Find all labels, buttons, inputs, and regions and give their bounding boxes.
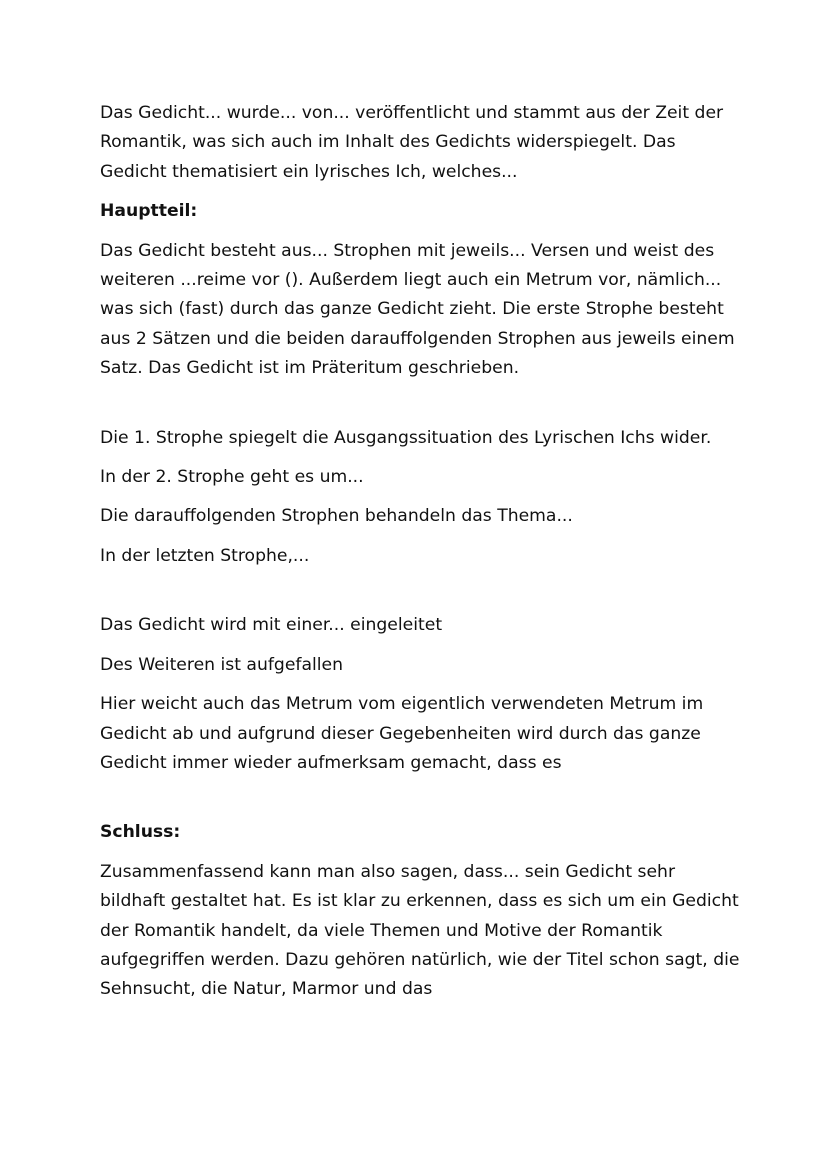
stanza-following-line: Die darauffolgenden Strophen behandeln das Thema... — [100, 506, 573, 527]
spacer — [100, 571, 740, 611]
spacer — [100, 492, 740, 502]
spacer — [100, 641, 740, 651]
spacer — [100, 680, 740, 690]
stanza-2-line: In der 2. Strophe geht es um... — [100, 467, 364, 488]
noticed-line: Des Weiteren ist aufgefallen — [100, 654, 343, 675]
document-body — [100, 99, 740, 1005]
intro-paragraph: Das Gedicht... wurde... von... veröffentlicht und stammt aus der Zeit der Romantik, was sich auch im Inhalt des Gedichts widerspiegelt. Das Gedicht thematisiert ein lyrisches Ich, welches... — [100, 103, 724, 182]
conclusion-paragraph: Zusammenfassend kann man also sagen, dass... sein Gedicht sehr bildhaft gestaltet hat. Es ist klar zu erkennen, dass es sich um ein Gedicht der Romantik handelt, da viele Themen und Motive der Romantik aufgegriffen werden. Dazu gehören natürlich, wie der Titel schon sagt, die Sehnsucht, die Natur, Marmor und das — [100, 861, 740, 1000]
spacer — [100, 227, 740, 237]
intro-device-line: Das Gedicht wird mit einer... eingeleitet — [100, 615, 443, 636]
heading-hauptteil: Hauptteil: — [100, 201, 198, 222]
spacer — [100, 453, 740, 463]
spacer — [100, 187, 740, 197]
stanza-1-line: Die 1. Strophe spiegelt die Ausgangssituation des Lyrischen Ichs wider. — [100, 427, 712, 448]
spacer — [100, 532, 740, 542]
heading-schluss: Schluss: — [100, 822, 181, 843]
main-paragraph: Das Gedicht besteht aus... Strophen mit jeweils... Versen und weist des weiteren ...reime vor (). Außerdem liegt auch ein Metrum vor, nämlich... was sich (fast) durch das ganze Gedicht zieht. Die erste Strophe besteht aus 2 Sätzen und die beiden darauffolgenden Strophen aus jeweils einem Satz. Das Gedicht ist im Präteritum geschrieben. — [100, 240, 735, 379]
spacer — [100, 384, 740, 424]
spacer — [100, 778, 740, 818]
spacer — [100, 848, 740, 858]
stanza-last-line: In der letzten Strophe,... — [100, 545, 310, 566]
metrum-paragraph: Hier weicht auch das Metrum vom eigentlich verwendeten Metrum im Gedicht ab und aufgrund dieser Gegebenheiten wird durch das ganze Gedicht immer wieder aufmerksam gemacht, dass es — [100, 694, 704, 773]
